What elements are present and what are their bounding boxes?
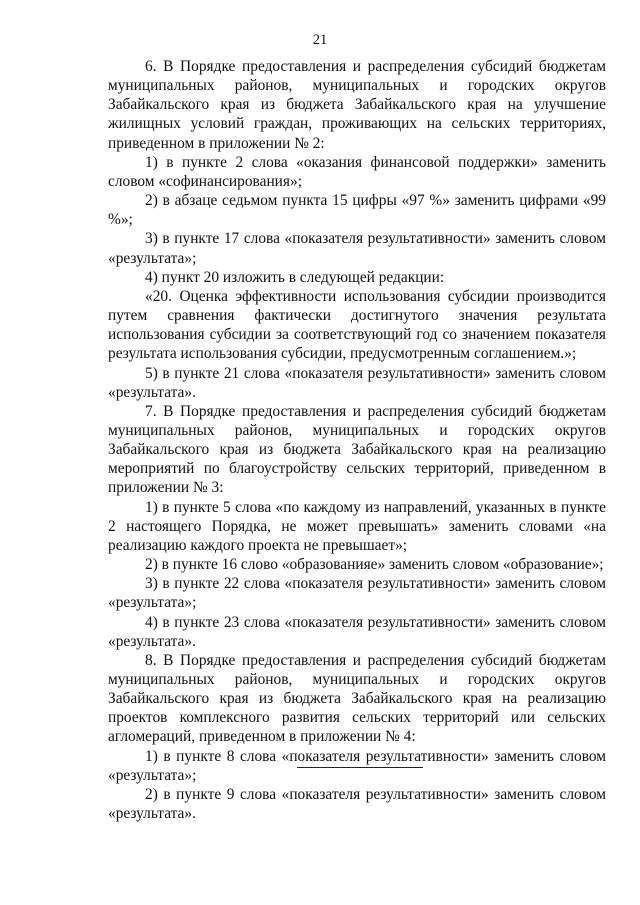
section-6-paragraph: 6. В Порядке предоставления и распределения субсидий бюджетам муниципальных районов, муниципальных и городских округов Забайкальского края из бюджета Забайкальского края на улучшение жилищных условий граждан, проживающих на сельских территориях, приведенном в приложении № 2: (108, 58, 606, 152)
section-7-item-2: 2) в пункте 16 слово «образованияе» заменить словом «образование»; (145, 556, 604, 574)
end-separator-line (297, 767, 423, 768)
section-6-item-2: 2) в абзаце седьмом пункта 15 цифры «97 %» заменить цифрами «99 %»; (108, 192, 606, 229)
section-6-item-5: 5) в пункте 21 слова «показателя результативности» заменить словом «результата». (108, 364, 606, 401)
document-body (108, 57, 606, 823)
section-6-item-3: 3) в пункте 17 слова «показателя результативности» заменить словом «результата»; (108, 230, 606, 267)
section-7-paragraph: 7. В Порядке предоставления и распределения субсидий бюджетам муниципальных районов, муниципальных и городских округов Забайкальского края из бюджета Забайкальского края на реализацию мероприятий по благоустройству сельских территорий, приведенном в приложении № 3: (108, 402, 606, 497)
section-7-item-1: 1) в пункте 5 слова «по каждому из направлений, указанных в пункте 2 настоящего Порядка, не может превышать» заменить словами «на реализацию каждого проекта не превышает»; (108, 498, 606, 554)
section-6-item-4-quote: «20. Оценка эффективности использования субсидии производится путем сравнения фактически достигнутого значения результата использования субсидии за соответствующий год со значением показателя результата использования субсидии, предусмотренным соглашением.»; (108, 287, 606, 363)
section-7-item-3: 3) в пункте 22 слова «показателя результативности» заменить словом «результата»; (108, 575, 606, 612)
section-7-item-4: 4) в пункте 23 слова «показателя результативности» заменить словом «результата». (108, 613, 606, 650)
section-6-item-4: 4) пункт 20 изложить в следующей редакции: (145, 268, 445, 286)
section-6-item-1: 1) в пункте 2 слова «оказания финансовой поддержки» заменить словом «софинансирования»; (108, 153, 606, 190)
page-number: 21 (312, 32, 328, 48)
section-8-item-1: 1) в пункте 8 слова «показателя результативности» заменить словом «результата»; (108, 747, 606, 784)
section-8-item-2: 2) в пункте 9 слова «показателя результативности» заменить словом «результата». (108, 785, 606, 823)
section-8-paragraph: 8. В Порядке предоставления и распределения субсидий бюджетам муниципальных районов, муниципальных и городских округов Забайкальского края из бюджета Забайкальского края на реализацию проектов комплексного развития сельских территорий или сельских агломераций, приведенном в приложении № 4: (108, 651, 606, 746)
